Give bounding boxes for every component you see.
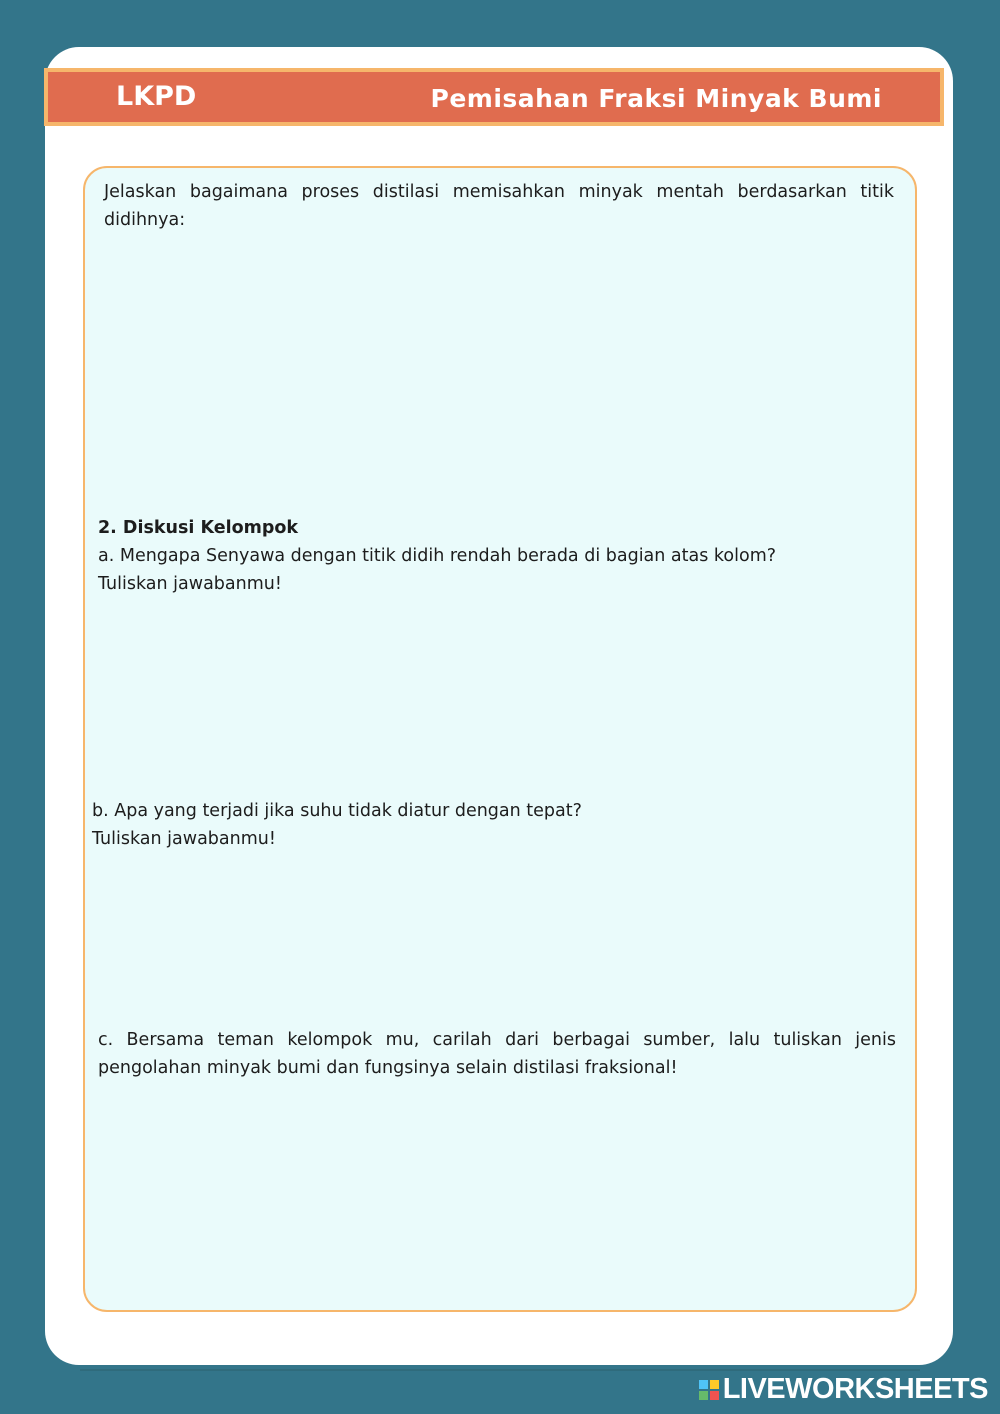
brand-text: LIVEWORKSHEETS (722, 1373, 988, 1405)
header-banner (44, 68, 944, 126)
question-c: c. Bersama teman kelompok mu, carilah dari berbagai sumber, lalu tuliskan jenis pengolahan minyak bumi dan fungsinya selain distilasi fraksional! (98, 1030, 896, 1078)
question-b: b. Apa yang terjadi jika suhu tidak diatur dengan tepat? (92, 801, 582, 821)
question-1: Jelaskan bagaimana proses distilasi memisahkan minyak mentah berdasarkan titik didihnya: (104, 182, 894, 230)
liveworksheets-brand (699, 1373, 988, 1406)
worksheet-title: Pemisahan Fraksi Minyak Bumi (430, 84, 882, 113)
content-box (83, 166, 917, 1312)
question-b-instruction: Tuliskan jawabanmu! (92, 829, 276, 849)
question-a: a. Mengapa Senyawa dengan titik didih rendah berada di bagian atas kolom? (98, 546, 777, 566)
section-2-title: 2. Diskusi Kelompok (98, 518, 299, 538)
liveworksheets-logo-icon (699, 1380, 719, 1400)
header-label: LKPD (116, 81, 197, 112)
question-a-instruction: Tuliskan jawabanmu! (98, 574, 282, 594)
footer-divider (80, 1369, 920, 1371)
